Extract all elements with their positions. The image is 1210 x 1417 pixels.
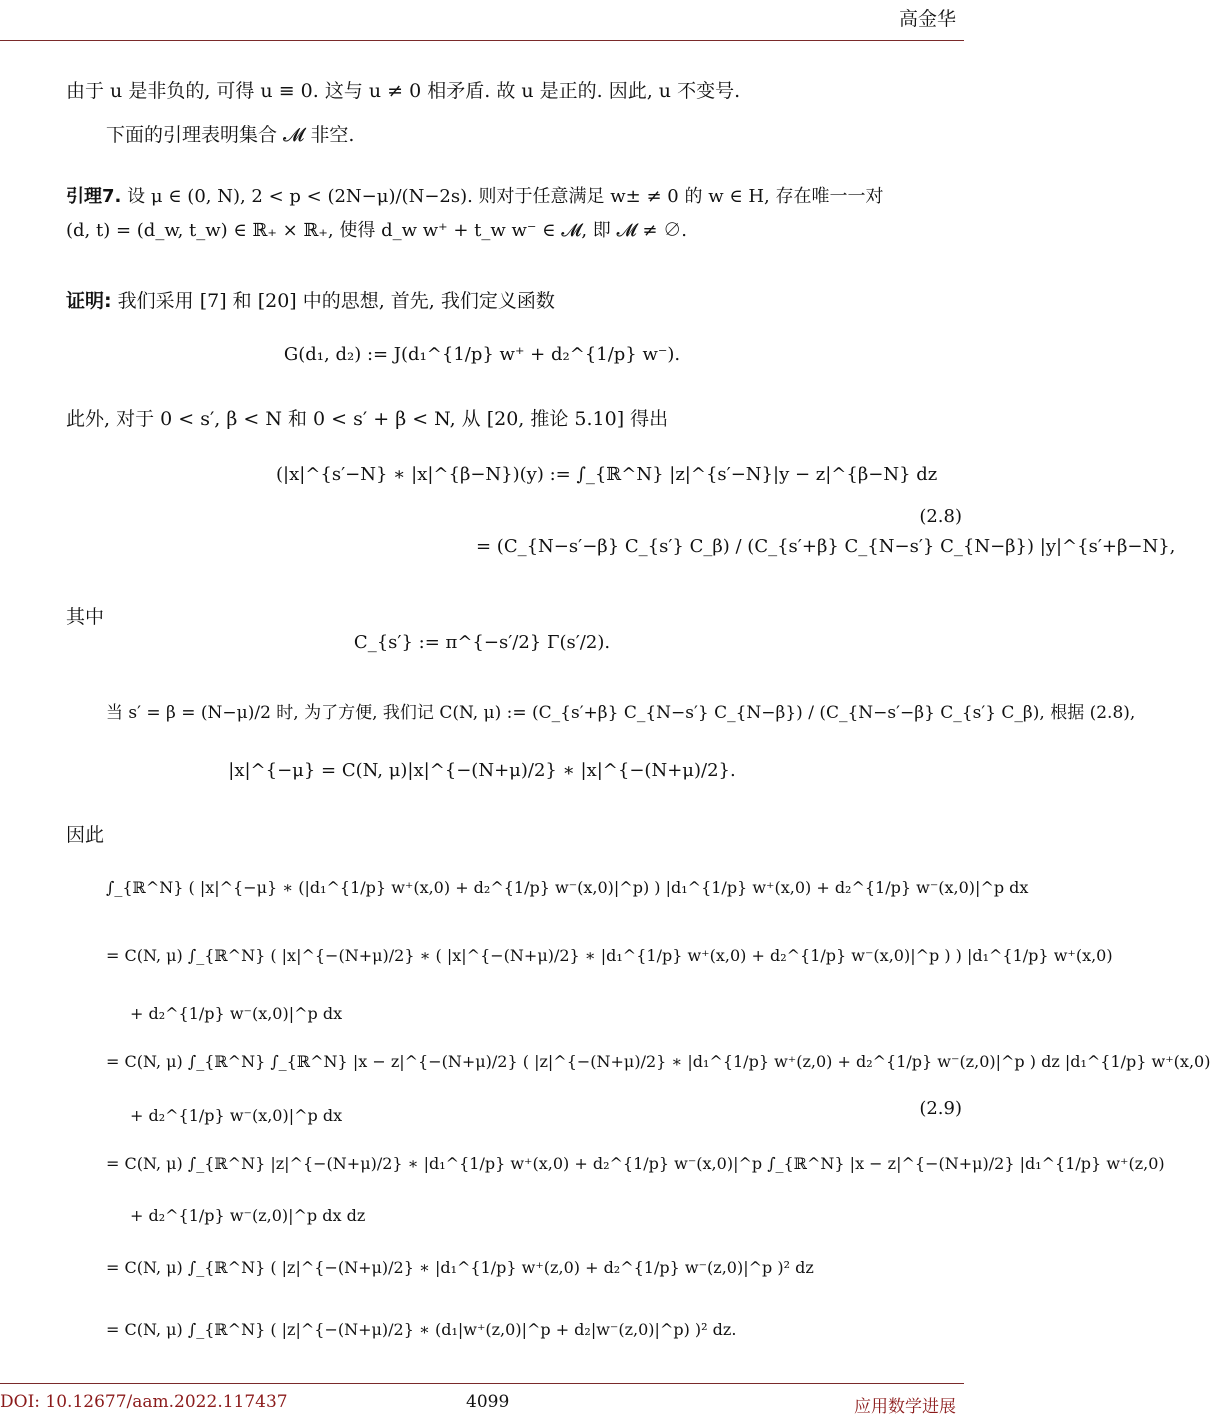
header-rule — [0, 40, 964, 41]
equation-G: G(d₁, d₂) := J(d₁^{1/p} w⁺ + d₂^{1/p} w⁻). — [283, 344, 681, 365]
proof-label: 证明: — [66, 290, 112, 312]
equation-2-9-line-1: ∫_{ℝ^N} ( |x|^{−μ} ∗ (|d₁^{1/p} w⁺(x,0) + d₂^{1/p} w⁻(x,0)|^p) ) |d₁^{1/p} w⁺(x,0) + d₂^{1/p} w⁻(x,0)|^p dx — [106, 878, 1029, 897]
footer-page-number: 4099 — [466, 1392, 510, 1412]
footer-rule — [0, 1383, 964, 1384]
paragraph-3: 此外, 对于 0 < s′, β < N 和 0 < s′ + β < N, 从 [20, 推论 5.10] 得出 — [66, 408, 669, 430]
proof-text: 我们采用 [7] 和 [20] 中的思想, 首先, 我们定义函数 — [117, 290, 555, 312]
lemma-line-1 — [66, 182, 884, 208]
equation-2-9-line-3: + d₂^{1/p} w⁻(x,0)|^p dx — [130, 1004, 343, 1023]
paragraph-2: 下面的引理表明集合 𝓜 非空. — [106, 124, 355, 146]
equation-2-9-line-9: = C(N, μ) ∫_{ℝ^N} ( |z|^{−(N+μ)/2} ∗ (d₁|w⁺(z,0)|^p + d₂|w⁻(z,0)|^p) )² dz. — [106, 1320, 737, 1339]
equation-C: C_{s′} := π^{−s′/2} Γ(s′/2). — [353, 632, 611, 653]
equation-2-9-line-8: = C(N, μ) ∫_{ℝ^N} ( |z|^{−(N+μ)/2} ∗ |d₁^{1/p} w⁺(z,0) + d₂^{1/p} w⁻(z,0)|^p )² dz — [106, 1258, 814, 1277]
equation-2-8-line-1: (|x|^{s′−N} ∗ |x|^{β−N})(y) := ∫_{ℝ^N} |z|^{s′−N}|y − z|^{β−N} dz — [276, 464, 938, 485]
lemma-label: 引理7. — [66, 186, 122, 207]
footer-journal-link[interactable]: 应用数学进展 — [854, 1397, 956, 1417]
equation-2-9-line-5: + d₂^{1/p} w⁻(x,0)|^p dx — [130, 1106, 343, 1125]
paragraph-5: 当 s′ = β = (N−μ)/2 时, 为了方便, 我们记 C(N, μ) := (C_{s′+β} C_{N−s′} C_{N−β}) / (C_{N−s′−β} C_{s′} C_β), 根据 (2.8), — [106, 703, 1136, 723]
header-author: 高金华 — [898, 8, 956, 30]
equation-2-9-line-6: = C(N, μ) ∫_{ℝ^N} |z|^{−(N+μ)/2} ∗ |d₁^{1/p} w⁺(x,0) + d₂^{1/p} w⁻(x,0)|^p ∫_{ℝ^N} |x − z|^{−(N+μ)/2} |d₁^{1/p} w⁺(z,0) — [106, 1154, 1165, 1173]
equation-2-8-line-2: = (C_{N−s′−β} C_{s′} C_β) / (C_{s′+β} C_{N−s′} C_{N−β}) |y|^{s′+β−N}, — [476, 536, 1176, 557]
footer-doi-link[interactable]: DOI: 10.12677/aam.2022.117437 — [0, 1392, 288, 1412]
equation-2-9-line-4: = C(N, μ) ∫_{ℝ^N} ∫_{ℝ^N} |x − z|^{−(N+μ)/2} ( |z|^{−(N+μ)/2} ∗ |d₁^{1/p} w⁺(z,0) + d₂^{1/p} w⁻(z,0)|^p ) dz |d₁^{1/p} w⁺(x,0) — [106, 1052, 1210, 1071]
lemma-statement-1: 设 μ ∈ (0, N), 2 < p < (2N−μ)/(N−2s). 则对于任意满足 w± ≠ 0 的 w ∈ H, 存在唯一一对 — [127, 186, 884, 207]
equation-x: |x|^{−μ} = C(N, μ)|x|^{−(N+μ)/2} ∗ |x|^{−(N+μ)/2}. — [228, 760, 736, 781]
equation-number-2-9: (2.9) — [919, 1098, 962, 1119]
paragraph-4: 其中 — [66, 606, 105, 628]
equation-number-2-8: (2.8) — [919, 506, 962, 527]
equation-2-9-line-7: + d₂^{1/p} w⁻(z,0)|^p dx dz — [130, 1206, 366, 1225]
equation-2-9-line-2: = C(N, μ) ∫_{ℝ^N} ( |x|^{−(N+μ)/2} ∗ ( |x|^{−(N+μ)/2} ∗ |d₁^{1/p} w⁺(x,0) + d₂^{1/p} w⁻(x,0)|^p ) ) |d₁^{1/p} w⁺(x,0) — [106, 946, 1113, 965]
lemma-line-2: (d, t) = (d_w, t_w) ∈ ℝ₊ × ℝ₊, 使得 d_w w⁺ + t_w w⁻ ∈ 𝓜, 即 𝓜 ≠ ∅. — [66, 220, 687, 241]
proof-line — [66, 286, 555, 313]
paragraph-1: 由于 u 是非负的, 可得 u ≡ 0. 这与 u ≠ 0 相矛盾. 故 u 是正的. 因此, u 不变号. — [66, 80, 741, 102]
paragraph-6: 因此 — [66, 824, 105, 846]
